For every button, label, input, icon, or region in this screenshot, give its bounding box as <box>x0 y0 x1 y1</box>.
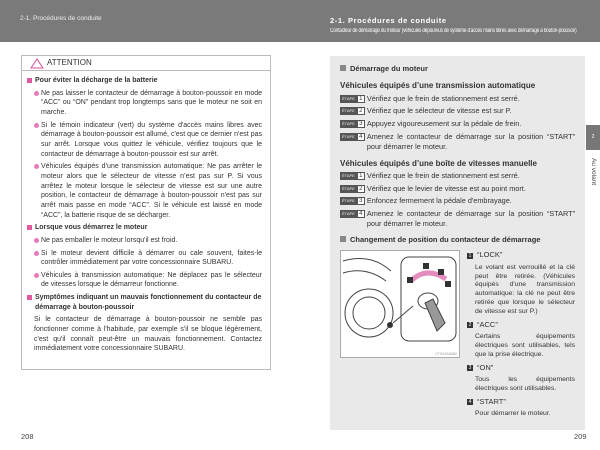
step-item: ÉTAPE 2 Vérifiez que le sélecteur de vitesse est sur P. <box>342 106 512 116</box>
step-badge: ÉTAPE 2 <box>340 185 365 193</box>
number-badge: 4 <box>468 398 472 405</box>
heading-demarrage: Démarrage du moteur <box>340 64 575 74</box>
number-badge: 2 <box>468 321 472 328</box>
bullet-item: Si le témoin indicateur (vert) du système d'accès mains libres avec démarrage à bouton-poussoir est allumé, c'est que ce dernier n'est pas sur arrêt. Lorsque vous quittez le véhicule, vérifiez toujours que le contacteur de démarrage à bouton-poussoir est sur arrêt. <box>27 121 262 160</box>
left-section-title: 2-1. Procédures de conduite <box>20 15 102 22</box>
position-item: 4 “START” Pour démarrer le moteur. <box>468 396 551 417</box>
attention-box <box>21 55 271 370</box>
step-badge: ÉTAPE 1 <box>340 95 365 103</box>
bullet-item: Véhicules à transmission automatique: Ne déplacez pas le sélecteur de vitesses lorsque le démarreur fonctionne. <box>27 271 262 290</box>
right-subtitle: Contacteur de démarrage du moteur (véhicules dépourvus de système d'accès mains libres avec démarrage à bouton-poussoir) <box>330 28 577 34</box>
step-badge: ÉTAPE 3 <box>340 197 365 205</box>
warning-icon <box>30 58 44 69</box>
bullet-item: Si le moteur devient difficile à démarrer ou cale souvent, faites-le contrôler immédiatement par votre concessionnaire SUBARU. <box>27 249 262 268</box>
number-badge: 3 <box>468 364 472 371</box>
step-badge: ÉTAPE 4 <box>340 210 365 218</box>
step-item: ÉTAPE 4 Amenez le contacteur de démarrage sur la position “START” pour démarrer le moteur. <box>342 131 575 151</box>
figure-code: CTH21AN082 <box>435 351 457 356</box>
page-number-right: 209 <box>574 432 587 441</box>
position-item: 3 “ON” Tous les équipements électriques sont utilisables. <box>468 362 575 392</box>
manual-title: Véhicules équipés d’une boîte de vitesses manuelle <box>340 158 537 168</box>
heading-positions: Changement de position du contacteur de démarrage <box>340 235 575 245</box>
step-item: ÉTAPE 4 Amenez le contacteur de démarrage sur la position “START” pour démarrer le moteur. <box>342 208 575 228</box>
step-item: ÉTAPE 1 Vérifiez que le frein de stationnement est serré. <box>342 93 520 103</box>
step-badge: ÉTAPE 3 <box>340 120 365 128</box>
number-badge: 1 <box>468 252 472 259</box>
right-section-title: 2-1. Procédures de conduite <box>330 16 447 25</box>
position-item: 1 “LOCK” Le volant est verrouillé et la clé peut être retirée. (Véhicules équipés d'une transmission automatique: la clé ne peut être retirée que lorsque le sélecteur de vitesse est sur P.) <box>468 250 575 315</box>
step-badge: ÉTAPE 4 <box>340 133 365 141</box>
page-header <box>0 0 600 42</box>
page-number-left: 208 <box>21 432 34 441</box>
chapter-tab[interactable]: 2 <box>586 125 600 150</box>
step-item: ÉTAPE 3 Appuyez vigoureusement sur la pédale de frein. <box>342 119 522 128</box>
section-text: Si le contacteur de démarrage à bouton-poussoir ne semble pas fonctionner comme à l'habitude, par exemple s'il se bloque légèrement, c'est qu'il connaît peut-être un mauvais fonctionnement. Contactez immédiatement votre concessionnaire SUBARU. <box>34 316 262 353</box>
step-item: ÉTAPE 3 Enfoncez fermement la pédale d'embrayage. <box>342 196 512 206</box>
chapter-label: Au volant <box>589 158 597 186</box>
content-box <box>330 56 585 430</box>
ignition-switch-illustration <box>340 250 460 358</box>
attention-header <box>22 56 270 71</box>
section-heading: Symptômes indiquant un mauvais fonctionnement du contacteur de démarrage à bouton-poussoir <box>27 293 262 312</box>
step-badge: ÉTAPE 1 <box>340 172 365 180</box>
attention-title: ATTENTION <box>47 58 92 68</box>
step-item: ÉTAPE 2 Vérifiez que le levier de vitesse est au point mort. <box>342 183 526 193</box>
section-heading: Pour éviter la décharge de la batterie <box>27 76 262 86</box>
position-item: 2 “ACC” Certains équipements électriques sont utilisables, tels que la prise électrique. <box>468 319 575 358</box>
step-item: ÉTAPE 1 Vérifiez que le frein de stationnement est serré. <box>342 171 520 181</box>
bullet-item: Ne pas emballer le moteur lorsqu'il est froid. <box>27 236 262 246</box>
step-badge: ÉTAPE 2 <box>340 107 365 115</box>
bullet-item: Véhicules équipés d’une transmission automatique: Ne pas arrêter le moteur alors que le sélecteur de vitesse n’est pas sur P. Si vous arrêtez le moteur lorsque le sélecteur de vitesse est sur une autre position, le contacteur de démarrage à bouton-poussoir n'est pas sur arrêt mais passe en mode “ACC”. Si le véhicule est laissé en mode “ACC”, la batterie risque de se décharger. <box>27 162 262 220</box>
auto-title: Véhicules équipés d’une transmission automatique <box>340 81 536 91</box>
section-heading: Lorsque vous démarrez le moteur <box>27 223 262 233</box>
bullet-item: Ne pas laisser le contacteur de démarrage à bouton-poussoir en mode “ACC” ou “ON” pendant trop longtemps sans que le moteur ne soit en marche. <box>27 89 262 118</box>
